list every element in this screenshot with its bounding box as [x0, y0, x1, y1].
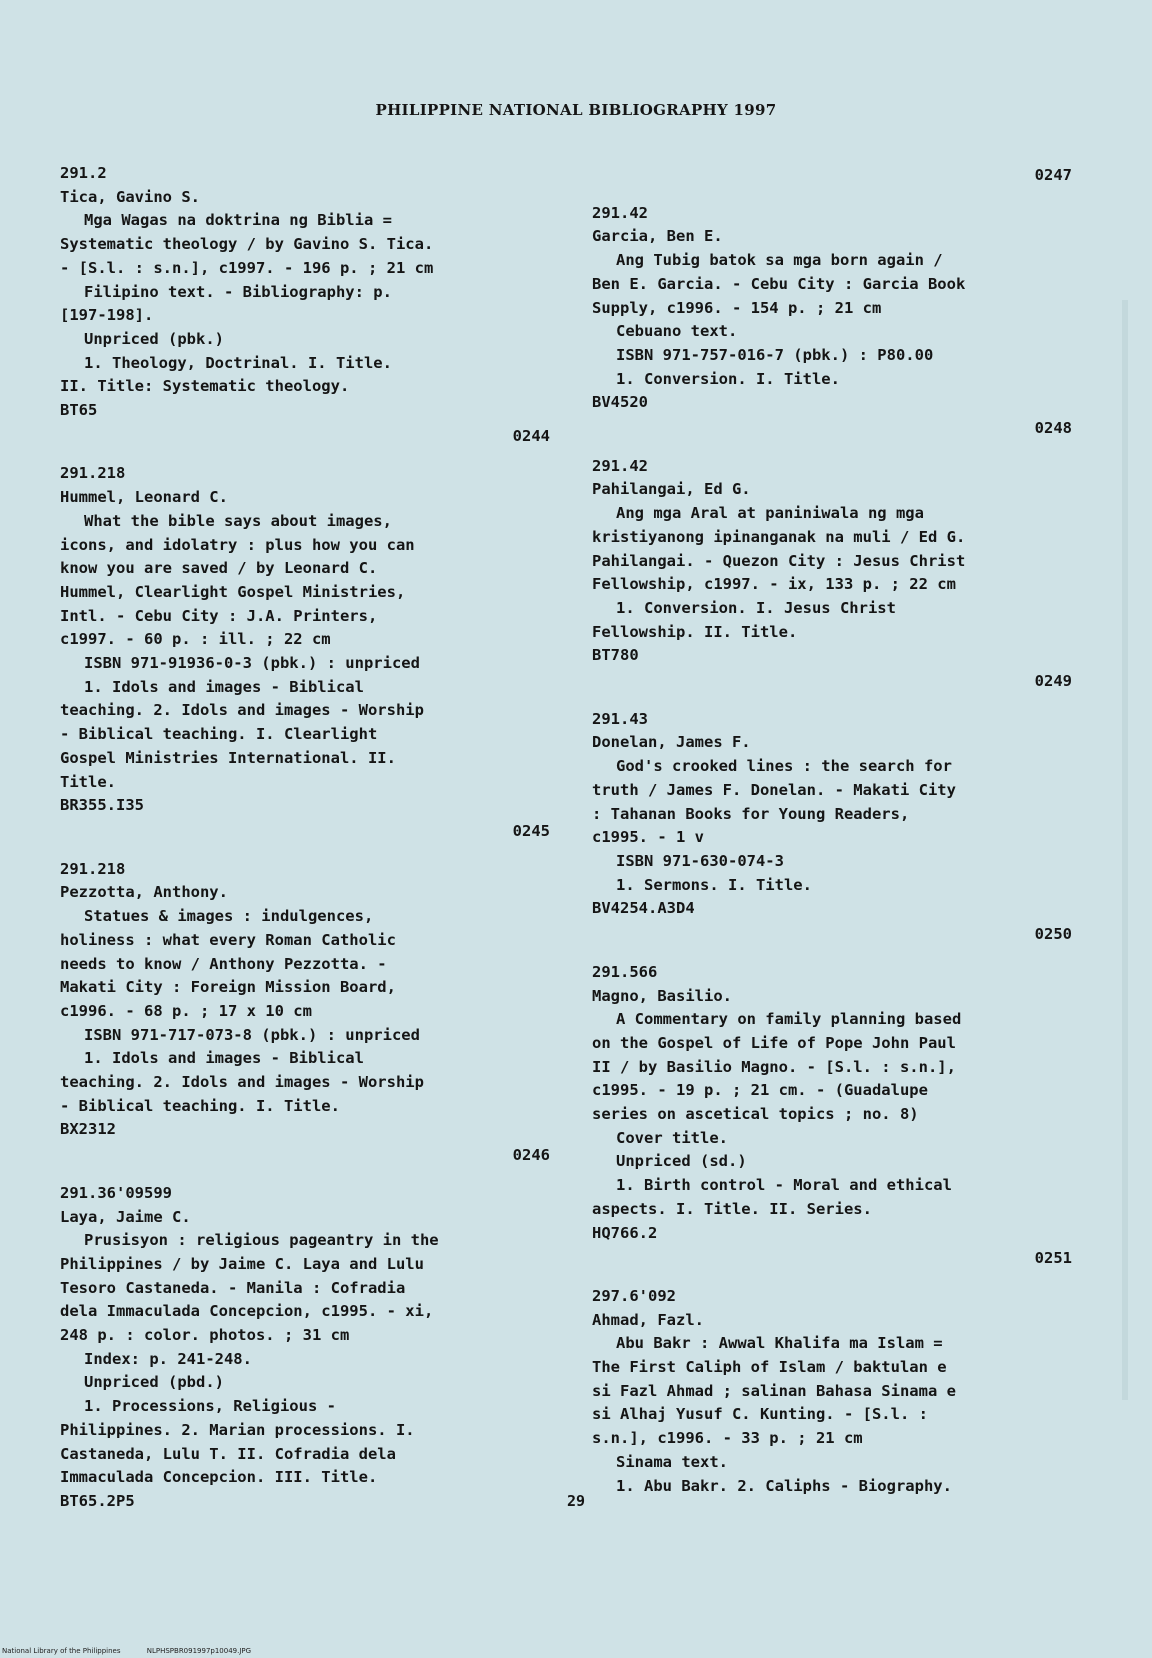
entry-line: si Alhaj Yusuf C. Kunting. - [S.l. :	[592, 1405, 928, 1424]
entry-line: BV4520	[592, 393, 648, 412]
entry-line: Prusisyon : religious pageantry in the	[84, 1231, 439, 1250]
entry-line: Fellowship. II. Title.	[592, 622, 798, 641]
entry-line: Hummel, Leonard C.	[60, 488, 228, 507]
entry-line: teaching. 2. Idols and images - Worship	[60, 1073, 424, 1092]
entry-line: Gospel Ministries International. II.	[60, 748, 396, 767]
entry-line: [197-198].	[60, 306, 154, 325]
entry-number: 0244	[512, 426, 550, 445]
entry-line: BR355.I35	[60, 796, 144, 815]
entry-line: - Biblical teaching. I. Clearlight	[60, 725, 378, 744]
entry-line: Sinama text.	[616, 1452, 728, 1471]
entry-line: s.n.], c1996. - 33 p. ; 21 cm	[592, 1429, 863, 1448]
page-number: 29	[566, 1492, 586, 1510]
entry-line: BX2312	[60, 1120, 116, 1139]
footer	[2, 1647, 275, 1655]
entry-line: aspects. I. Title. II. Series.	[592, 1199, 872, 1218]
entry-line: ISBN 971-717-073-8 (pbk.) : unpriced	[84, 1025, 420, 1044]
entry-number: 0248	[1034, 419, 1072, 438]
entry-line: dela Immaculada Concepcion, c1995. - xi,	[60, 1302, 434, 1321]
entry-line: Systematic theology / by Gavino S. Tica.	[60, 235, 434, 254]
entry-line: II. Title: Systematic theology.	[60, 377, 350, 396]
entry-number: 0247	[1034, 166, 1072, 184]
entry-line: Philippines. 2. Marian processions. I.	[60, 1420, 415, 1439]
entry-line: Index: p. 241-248.	[84, 1349, 252, 1368]
bibliography-entry	[592, 164, 1072, 202]
entry-line: c1995. - 1 v	[592, 828, 704, 847]
entry-line: BT65	[60, 401, 98, 420]
entry-number: 0251	[1034, 1249, 1072, 1268]
entry-line: kristiyanong ipinanganak na muli / Ed G.	[592, 527, 966, 546]
entry-line: What the bible says about images,	[84, 511, 392, 530]
entry-line: 291.2	[60, 164, 107, 182]
entry-line: 1. Conversion. I. Jesus Christ	[616, 598, 896, 617]
entry-line: Filipino text. - Bibliography: p.	[84, 282, 392, 301]
entry-line: Tica, Gavino S.	[60, 187, 200, 206]
entry-line: BT780	[592, 646, 639, 665]
entry-line: si Fazl Ahmad ; salinan Bahasa Sinama e	[592, 1381, 956, 1400]
entry-number: 0246	[512, 1146, 550, 1165]
entry-line: on the Gospel of Life of Pope John Paul	[592, 1033, 956, 1052]
entry-line: Ben E. Garcia. - Cebu City : Garcia Book	[592, 274, 966, 293]
entry-line: holiness : what every Roman Catholic	[60, 930, 396, 949]
entry-line: 1. Idols and images - Biblical	[84, 1049, 364, 1068]
entry-number: 0250	[1034, 925, 1072, 944]
bibliography-entry	[592, 455, 1072, 708]
entry-line: ISBN 971-757-016-7 (pbk.) : P80.00	[616, 345, 934, 364]
entry-line: 1. Sermons. I. Title.	[616, 875, 812, 894]
bibliography-entry	[60, 462, 550, 857]
entry-line: 1. Birth control - Moral and ethical	[616, 1176, 952, 1195]
entry-line: c1996. - 68 p. ; 17 x 10 cm	[60, 1001, 312, 1020]
entry-line: Unpriced (pbd.)	[84, 1373, 224, 1392]
bibliography-entry	[60, 1182, 550, 1514]
entry-line: c1995. - 19 p. ; 21 cm. - (Guadalupe	[592, 1081, 928, 1100]
entry-line: BT65.2P5	[60, 1491, 135, 1510]
entry-line: Laya, Jaime C.	[60, 1207, 191, 1226]
entry-line: needs to know / Anthony Pezzotta. -	[60, 954, 387, 973]
entry-line: 1. Theology, Doctrinal. I. Title.	[84, 353, 392, 372]
entry-line: icons, and idolatry : plus how you can	[60, 535, 415, 554]
entry-line: 1. Idols and images - Biblical	[84, 677, 364, 696]
bibliography-entry	[592, 961, 1072, 1285]
entry-line: Title.	[60, 772, 116, 791]
entry-line: Abu Bakr : Awwal Khalifa ma Islam =	[616, 1334, 943, 1353]
bibliography-entry	[60, 858, 550, 1182]
page-title: PHILIPPINE NATIONAL BIBLIOGRAPHY 1997	[375, 101, 777, 119]
entry-line: Magno, Basilio.	[592, 986, 732, 1005]
entry-line: truth / James F. Donelan. - Makati City	[592, 780, 956, 799]
entry-line: Philippines / by Jaime C. Laya and Lulu	[60, 1254, 424, 1273]
entry-line: Intl. - Cebu City : J.A. Printers,	[60, 606, 378, 625]
entry-line: Immaculada Concepcion. III. Title.	[60, 1468, 378, 1487]
entry-line: Unpriced (sd.)	[616, 1152, 747, 1171]
entry-line: Castaneda, Lulu T. II. Cofradia dela	[60, 1444, 396, 1463]
entry-line: Tesoro Castaneda. - Manila : Cofradia	[60, 1278, 406, 1297]
entry-line: 291.36'09599	[60, 1183, 172, 1202]
entry-line: Fellowship, c1997. - ix, 133 p. ; 22 cm	[592, 575, 956, 594]
bibliography-entry	[592, 1285, 1072, 1498]
entry-line: A Commentary on family planning based	[616, 1010, 962, 1029]
bibliography-entry	[592, 202, 1072, 455]
entry-line: know you are saved / by Leonard C.	[60, 559, 378, 578]
entry-line: ISBN 971-91936-0-3 (pbk.) : unpriced	[84, 654, 420, 673]
entry-line: : Tahanan Books for Young Readers,	[592, 804, 910, 823]
footer-institution: National Library of the Philippines	[2, 1647, 121, 1655]
entry-line: 1. Processions, Religious -	[84, 1397, 336, 1416]
entry-line: Ang Tubig batok sa mga born again /	[616, 251, 943, 270]
entry-line: Supply, c1996. - 154 p. ; 21 cm	[592, 298, 882, 317]
entry-line: series on ascetical topics ; no. 8)	[592, 1105, 919, 1124]
entry-line: Pahilangai. - Quezon City : Jesus Christ	[592, 551, 966, 570]
entry-line: c1997. - 60 p. : ill. ; 22 cm	[60, 630, 331, 649]
entry-line: teaching. 2. Idols and images - Worship	[60, 701, 424, 720]
entry-line: 291.218	[60, 464, 126, 483]
entry-line: Pezzotta, Anthony.	[60, 883, 228, 902]
right-column	[592, 162, 1072, 1498]
entry-line: Cebuano text.	[616, 322, 738, 341]
entry-number: 0249	[1034, 672, 1072, 691]
entry-line: II / by Basilio Magno. - [S.l. : s.n.],	[592, 1057, 956, 1076]
entry-line: 291.566	[592, 962, 658, 981]
entry-line: HQ766.2	[592, 1223, 658, 1242]
entry-line: 291.42	[592, 203, 648, 222]
entry-line: 297.6'092	[592, 1286, 676, 1305]
entry-line: 291.43	[592, 709, 648, 728]
entry-line: God's crooked lines : the search for	[616, 757, 952, 776]
entry-line: 1. Conversion. I. Title.	[616, 369, 840, 388]
bibliography-entry	[60, 162, 550, 462]
entry-line: Makati City : Foreign Mission Board,	[60, 978, 396, 997]
footer-filename: NLPHSPBR091997p10049.JPG	[146, 1647, 252, 1655]
binding-shadow	[1122, 300, 1128, 1400]
entry-line: 291.218	[60, 859, 126, 878]
entry-line: Donelan, James F.	[592, 733, 751, 752]
entry-line: 1. Abu Bakr. 2. Caliphs - Biography.	[616, 1476, 952, 1495]
left-column	[60, 162, 550, 1514]
bibliography-entry	[592, 708, 1072, 961]
entry-line: The First Caliph of Islam / baktulan e	[592, 1358, 947, 1377]
entry-line: Mga Wagas na doktrina ng Biblia =	[84, 211, 392, 230]
entry-line: Cover title.	[616, 1128, 728, 1147]
entry-line: Pahilangai, Ed G.	[592, 480, 751, 499]
entry-line: ISBN 971-630-074-3	[616, 851, 784, 870]
entry-line: - Biblical teaching. I. Title.	[60, 1096, 340, 1115]
entry-line: 291.42	[592, 456, 648, 475]
entry-line: Ahmad, Fazl.	[592, 1310, 704, 1329]
entry-line: 248 p. : color. photos. ; 31 cm	[60, 1326, 350, 1345]
entry-line: BV4254.A3D4	[592, 899, 695, 918]
entry-line: Garcia, Ben E.	[592, 227, 723, 246]
entry-line: Unpriced (pbk.)	[84, 329, 224, 348]
entry-line: Ang mga Aral at paniniwala ng mga	[616, 504, 924, 523]
entry-number: 0245	[512, 821, 550, 840]
entry-line: Statues & images : indulgences,	[84, 907, 374, 926]
entry-line: Hummel, Clearlight Gospel Ministries,	[60, 582, 406, 601]
entry-line: - [S.l. : s.n.], c1997. - 196 p. ; 21 cm	[60, 258, 434, 277]
